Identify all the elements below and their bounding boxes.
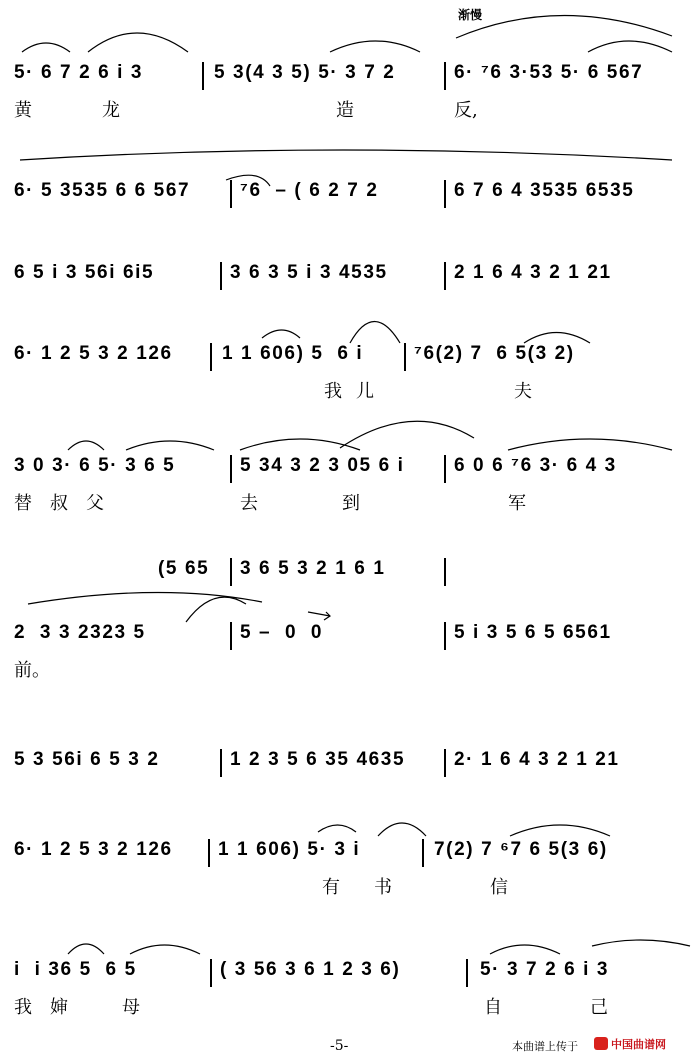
- arrow: [324, 612, 330, 620]
- measure: 2 1 6 4 3 2 1 21: [454, 262, 612, 283]
- lyric-word: 叔: [50, 493, 68, 514]
- measure: ( 3 56 3 6 1 2 3 6): [220, 959, 401, 980]
- barline: [444, 749, 446, 777]
- slur: [240, 439, 360, 450]
- measure: 6· ⁷6 3·53 5· 6 567: [454, 62, 644, 83]
- lyric-word: 前。: [14, 660, 50, 681]
- lyrics-line: [14, 96, 686, 122]
- notation-line: [14, 455, 686, 483]
- lyric-word: 夫: [514, 381, 532, 402]
- barline: [230, 180, 232, 208]
- barline: [444, 455, 446, 483]
- footer-upload-text: 本曲谱上传于: [512, 1040, 578, 1053]
- measure: 5 i 3 5 6 5 6561: [454, 622, 612, 643]
- slur: [330, 41, 420, 52]
- lyric-word: 去: [240, 493, 258, 514]
- slur: [510, 825, 610, 836]
- measure: 1 2 3 5 6 35 4635: [230, 749, 406, 770]
- lyrics-line: [14, 873, 686, 899]
- barline: [444, 62, 446, 90]
- page-number: -5-: [330, 1038, 349, 1054]
- notation-line: [14, 749, 686, 777]
- barline: [210, 343, 212, 371]
- barline: [220, 749, 222, 777]
- slur: [456, 15, 672, 38]
- slur: [28, 592, 262, 604]
- measure: 5 – 0 0: [240, 622, 324, 643]
- slur: [592, 940, 690, 946]
- slur: [350, 322, 400, 344]
- notation-line: [14, 180, 686, 208]
- barline: [202, 62, 204, 90]
- lyric-word: 父: [86, 493, 104, 514]
- slur: [68, 944, 104, 954]
- measure: ⁷6(2) 7 6 5(3 2): [414, 343, 575, 364]
- measure: 7(2) 7 ⁶7 6 5(3 6): [434, 839, 608, 860]
- barline: [210, 959, 212, 987]
- slur: [126, 441, 214, 450]
- measure: 1 1 606) 5 6 i: [222, 343, 364, 364]
- lyric-word: 母: [122, 997, 140, 1018]
- slur: [22, 43, 70, 52]
- measure: 6· 1 2 5 3 2 126: [14, 839, 173, 860]
- measure: 3 0 3· 6 5· 3 6 5: [14, 455, 176, 476]
- measure: 6· 1 2 5 3 2 126: [14, 343, 173, 364]
- slur: [508, 439, 672, 450]
- lyric-word: 己: [590, 997, 608, 1018]
- notation-line: [14, 959, 686, 987]
- measure: 5· 3 7 2 6 i 3: [480, 959, 610, 980]
- measure: 3 6 3 5 i 3 4535: [230, 262, 388, 283]
- slur: [524, 333, 590, 344]
- lyric-word: 书: [374, 877, 392, 898]
- slur: [318, 825, 356, 832]
- lyric-word: 信: [490, 877, 508, 898]
- barline: [444, 262, 446, 290]
- barline: [404, 343, 406, 371]
- barline: [230, 622, 232, 650]
- slur: [378, 823, 426, 836]
- lyric-word: 黄: [14, 100, 32, 121]
- measure: 5 3(4 3 5) 5· 3 7 2: [214, 62, 396, 83]
- lyric-word: 龙: [102, 100, 120, 121]
- slur: [340, 421, 474, 448]
- site-logo: [594, 1036, 690, 1052]
- notation-line: [14, 62, 686, 90]
- barline: [230, 558, 232, 586]
- lyric-word: 到: [342, 493, 360, 514]
- lyrics-line: [14, 656, 686, 682]
- barline: [444, 558, 446, 586]
- measure: 6 0 6 ⁷6 3· 6 4 3: [454, 455, 617, 476]
- lyric-word: 儿: [356, 381, 374, 402]
- barline: [444, 180, 446, 208]
- measure: 2· 1 6 4 3 2 1 21: [454, 749, 620, 770]
- measure: 6 5 i 3 56i 6i5: [14, 262, 155, 283]
- arrow: [308, 612, 330, 616]
- lyric-word: 军: [508, 493, 526, 514]
- site-name: 中国曲谱网: [611, 1038, 666, 1051]
- lyric-word: 替: [14, 493, 32, 514]
- barline: [220, 262, 222, 290]
- barline: [444, 622, 446, 650]
- measure: 5· 6 7 2 6 i 3: [14, 62, 144, 83]
- measure: i i 36 5 6 5: [14, 959, 137, 980]
- lyrics-line: [14, 489, 686, 515]
- notation-line: [14, 343, 686, 371]
- measure: 3 6 5 3 2 1 6 1: [240, 558, 386, 579]
- lyric-word: 自: [484, 997, 502, 1018]
- slur: [588, 41, 672, 52]
- measure: 6· 5 3535 6 6 567: [14, 180, 191, 201]
- logo-badge-icon: [594, 1037, 608, 1050]
- measure: 2 3 3 2323 5: [14, 622, 146, 643]
- lyric-word: 我: [14, 997, 32, 1018]
- notation-line: [14, 558, 686, 586]
- slur: [20, 150, 672, 160]
- barline: [466, 959, 468, 987]
- barline: [422, 839, 424, 867]
- notation-line: [14, 839, 686, 867]
- barline: [230, 455, 232, 483]
- slur: [186, 597, 246, 622]
- slur: [88, 33, 188, 52]
- tempo-marking: 渐慢: [458, 8, 483, 22]
- measure: (5 65: [158, 558, 210, 579]
- lyric-word: 反,: [454, 100, 478, 121]
- measure: 5 34 3 2 3 05 6 i: [240, 455, 405, 476]
- lyric-word: 造: [336, 100, 354, 121]
- barline: [208, 839, 210, 867]
- measure: 1 1 606) 5· 3 i: [218, 839, 361, 860]
- measure: ⁷6 – ( 6 2 7 2: [240, 180, 379, 201]
- slur: [68, 441, 104, 450]
- slur: [262, 330, 300, 338]
- lyrics-line: [14, 993, 686, 1019]
- measure: 6 7 6 4 3535 6535: [454, 180, 635, 201]
- slur: [490, 945, 560, 954]
- notation-line: [14, 262, 686, 290]
- lyrics-line: [14, 377, 686, 403]
- lyric-word: 我: [324, 381, 342, 402]
- lyric-word: 婶: [50, 997, 68, 1018]
- slur: [130, 945, 200, 954]
- notation-line: [14, 622, 686, 650]
- measure: 5 3 56i 6 5 3 2: [14, 749, 160, 770]
- lyric-word: 有: [322, 877, 340, 898]
